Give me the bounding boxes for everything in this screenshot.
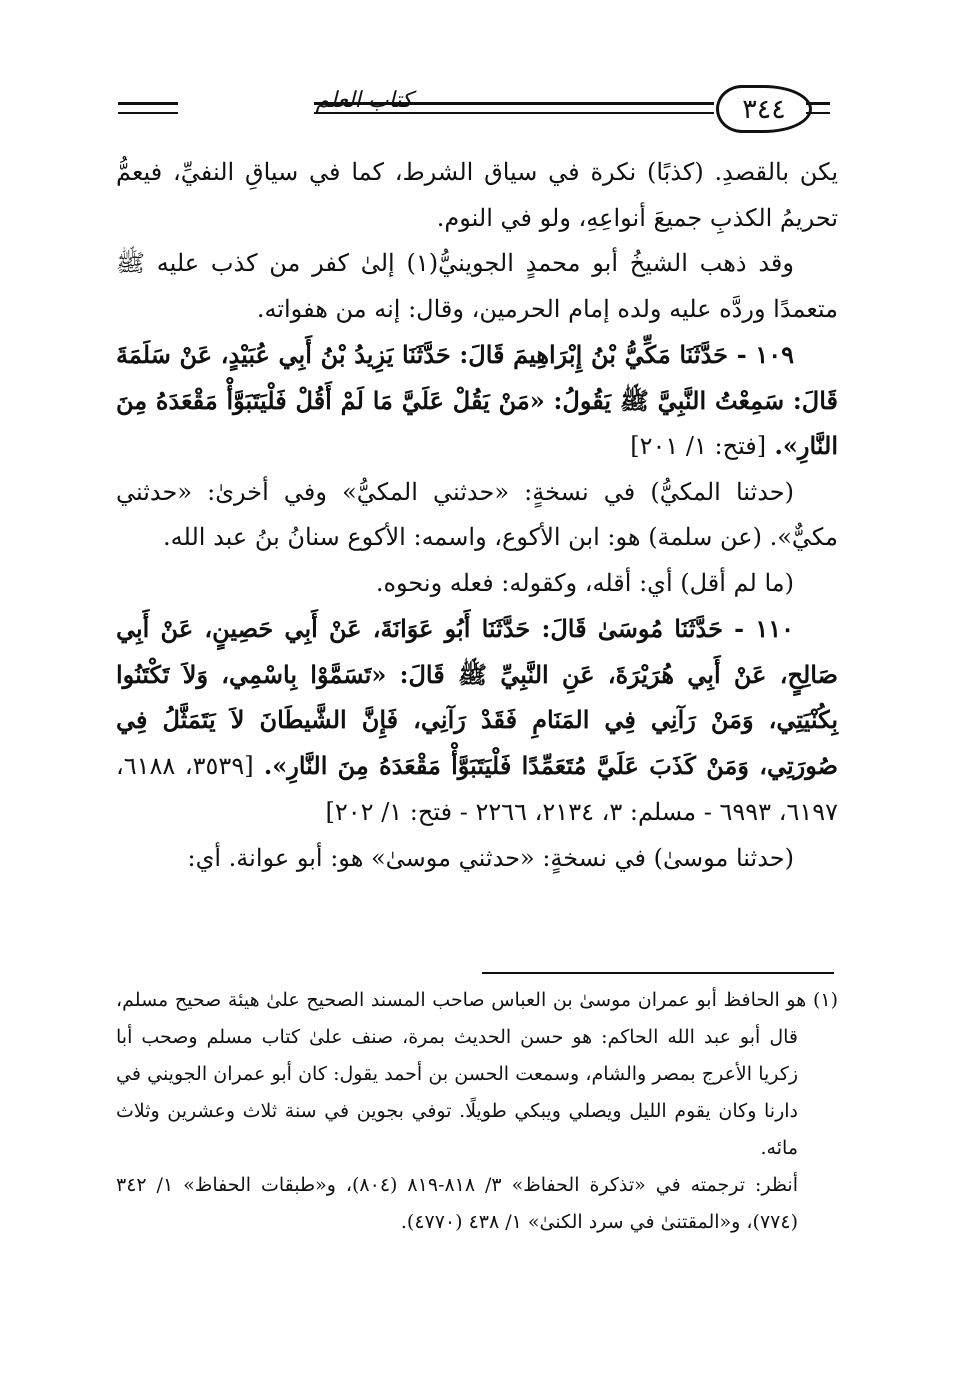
hadith-109-reference: [فتح: ١/ ٢٠١] — [630, 432, 767, 460]
paragraph-lie-definition: يكن بالقصدِ. (كذبًا) نكرة في سياق الشرط، كما في سياقِ النفيِّ، فيعمُّ تحريمُ الكذبِ جميعَ أنواعِهِ، ولو في النوم. — [116, 158, 839, 232]
hadith-110-text: ١١٠ - حَدَّثَنَا مُوسَىٰ قَالَ: حَدَّثَنَا أَبُو عَوَانَةَ، عَنْ أَبِي حَصِينٍ، عَنْ أَبِي صَالِحٍ، عَنْ أَبِي هُرَيْرَةَ، عَنِ النَّبِيِّ ﷺ قَالَ: «تَسَمَّوْا بِاسْمِي، وَلاَ تَكْتَنُوا بِكُنْيَتِي، وَمَنْ رَآنِي فِي المَنَامِ فَقَدْ رَآنِي، فَإِنَّ الشَّيطَانَ لاَ يَتَمَثَّلُ فِي صُورَتِي، وَمَنْ كَذَبَ عَلَيَّ مُتَعَمِّدًا فَلْيَتَبَوَّأْ مَقْعَدَهُ مِنَ النَّارِ». — [116, 614, 839, 780]
header-rule-left-lower — [118, 112, 178, 114]
commentary-110: (حدثنا موسىٰ) في نسخةٍ: «حدثني موسىٰ» هو: أبو عوانة. أي: — [187, 843, 794, 872]
page-number-badge — [716, 85, 812, 133]
hadith-109-text: ١٠٩ - حَدَّثَنَا مَكِّيُّ بْنُ إِبْرَاهِيمَ قَالَ: حَدَّثَنَا يَزِيدُ بْنُ أَبِي عُبَيْدٍ، عَنْ سَلَمَةَ قَالَ: سَمِعْتُ النَّبِيَّ ﷺ يَقُولُ: «مَنْ يَقُلْ عَلَيَّ مَا لَمْ أَقُلْ فَلْيَتَبَوَّأْ مَقْعَدَهُ مِنَ النَّارِ». — [116, 340, 838, 460]
header-rule-right — [806, 102, 830, 105]
header-rule-left — [118, 102, 178, 105]
commentary-109-second: (ما لم أقل) أي: أقله، وكقوله: فعله ونحوه. — [375, 568, 794, 597]
page-header — [118, 82, 830, 138]
hadith-110-reference: [٣٥٣٩، ٦١٨٨، ٦١٩٧، ٦٩٩٣ - مسلم: ٣، ٢١٣٤، ٢٢٦٦ - فتح: ١/ ٢٠٢] — [116, 751, 838, 826]
hadith-110 — [116, 606, 838, 836]
main-text — [116, 150, 838, 881]
book-title: كتاب العلم — [315, 88, 413, 113]
paragraph-juwayni: وقد ذهب الشيخُ أبو محمدٍ الجوينيُّ(١) إلىٰ كفر من كذب عليه ﷺ متعمدًا وردَّه عليه ولده إمام الحرمين، وقال: إنه من هفواته. — [116, 249, 838, 323]
header-rule-right-lower — [806, 112, 830, 114]
footnote-separator — [482, 972, 834, 974]
header-rule-middle — [314, 102, 714, 105]
footnote-1: (١) هو الحافظ أبو عمران موسىٰ بن العباس صاحب المسند الصحيح علىٰ هيئة صحيح مسلم، قال أبو عبد الله الحاكم: هو حسن الحديث بمرة، صنف علىٰ كتاب مسلم وصحب أبا زكريا الأعرج بمصر والشام، وسمعت الحسن بن أحمد يقول: كان أبو عمران الجويني في دارنا وكان يقوم الليل ويصلي ويبكي طويلًا. توفي بجوين في سنة ثلاث وعشرين وثلاث مائه. — [116, 989, 838, 1159]
footnote-1-sources: أنظر: ترجمته في «تذكرة الحفاظ» ٣/ ٨١٨-٨١٩ (٨٠٤)، و«طبقات الحفاظ» ١/ ٣٤٢ (٧٧٤)، و«المقتنىٰ في سرد الكنىٰ» ١/ ٤٣٨ (٤٧٧٠). — [116, 1174, 798, 1233]
footnotes — [116, 982, 838, 1241]
header-rule-middle-lower — [314, 112, 714, 114]
commentary-109-first: (حدثنا المكيُّ) في نسخةٍ: «حدثني المكيُّ» وفي أخرىٰ: «حدثني مكيٌّ». (عن سلمة) هو: ابن الأكوع، واسمه: الأكوع سنانُ بنُ عبد الله. — [116, 477, 838, 551]
page-number: ٣٤٤ — [742, 93, 786, 125]
hadith-109 — [116, 332, 838, 470]
